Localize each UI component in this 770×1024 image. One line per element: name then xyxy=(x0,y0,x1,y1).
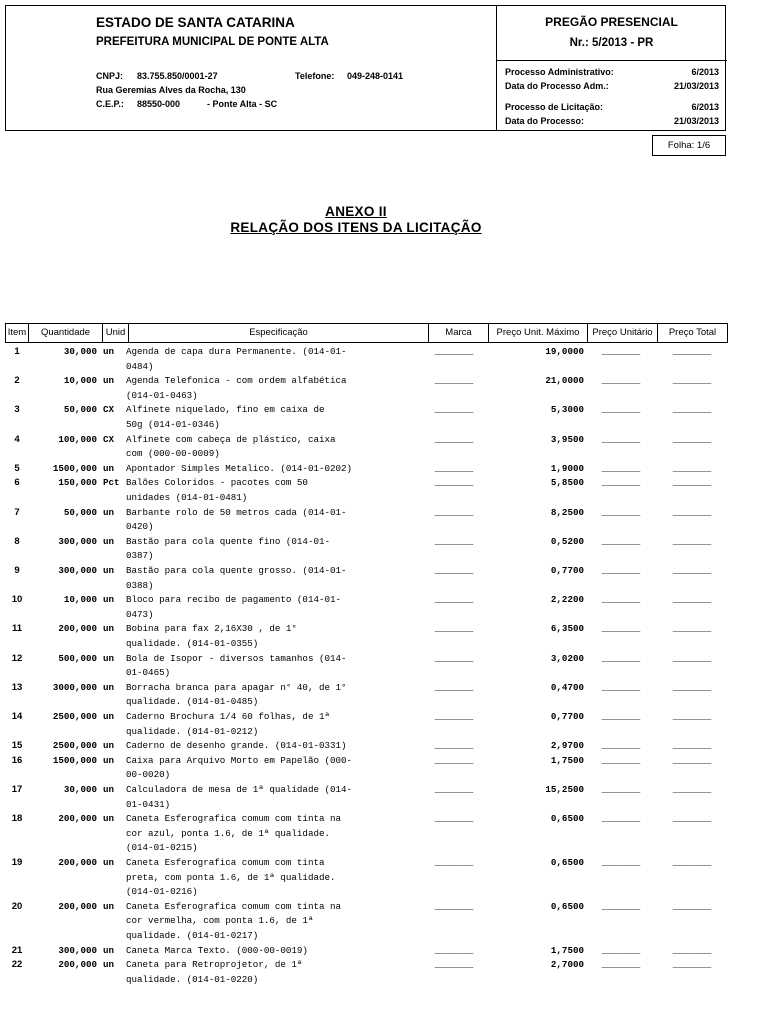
item-quantity: 10,000 xyxy=(63,594,97,606)
item-quantity: 200,000 xyxy=(58,813,97,825)
item-max-unit-price: 3,0200 xyxy=(550,652,584,664)
item-max-unit-price: 2,9700 xyxy=(550,740,584,752)
item-specification: Borracha branca para apagar n° 40, de 1° qualidade. (014-01-0485) xyxy=(126,681,347,708)
item-specification: Caneta para Retroprojetor, de 1ª qualidade. (014-01-0220) xyxy=(126,959,303,985)
item-unit: un xyxy=(103,506,115,518)
item-specification: Bobina para fax 2,16X30 , de 1° qualidade. (014-01-0355) xyxy=(126,623,297,649)
item-total-price-blank: _______ xyxy=(672,754,712,766)
item-max-unit-price: 5,8500 xyxy=(550,477,584,489)
item-quantity: 2500,000 xyxy=(52,711,97,722)
col-brand: Marca xyxy=(429,324,489,342)
item-specification: Balões Coloridos - pacotes com 50 unidades (014-01-0481) xyxy=(126,477,308,503)
col-max-unit-price: Preço Unit. Máximo xyxy=(489,324,588,342)
table-row xyxy=(5,958,728,987)
item-max-unit-price: 2,2200 xyxy=(550,594,584,606)
item-quantity: 30,000 xyxy=(63,784,97,795)
table-row xyxy=(5,476,728,505)
annex-title: ANEXO II xyxy=(325,204,387,219)
table-row xyxy=(5,535,728,564)
item-unit: un xyxy=(103,784,115,795)
item-total-price-blank: _______ xyxy=(672,535,712,547)
item-unit: un xyxy=(103,681,115,693)
item-number: 2 xyxy=(14,375,20,387)
address: Rua Geremias Alves da Rocha, 130 xyxy=(96,85,246,95)
col-total-price: Preço Total xyxy=(668,327,717,338)
item-number: 1 xyxy=(14,346,20,357)
item-brand-blank: _______ xyxy=(434,346,474,357)
item-unit-price-blank: _______ xyxy=(601,711,641,722)
table-row xyxy=(5,900,728,944)
procurement-number: Nr.: 5/2013 - PR xyxy=(569,37,654,49)
item-brand-blank: _______ xyxy=(434,754,474,766)
table-row xyxy=(5,433,728,462)
item-brand-blank: _______ xyxy=(434,506,474,518)
item-quantity: 30,000 xyxy=(63,346,97,357)
item-specification: Caneta Esferografica comum com tinta preta, com ponta 1.6, de 1ª qualidade. (014-01-0216) xyxy=(126,857,336,898)
municipality-name: PREFEITURA MUNICIPAL DE PONTE ALTA xyxy=(96,36,329,48)
item-number: 14 xyxy=(11,711,23,722)
item-unit-price-blank: _______ xyxy=(601,433,641,445)
item-unit-price-blank: _______ xyxy=(601,813,641,825)
item-total-price-blank: _______ xyxy=(672,784,712,795)
item-quantity: 2500,000 xyxy=(52,740,97,752)
item-total-price-blank: _______ xyxy=(672,433,712,445)
item-total-price-blank: _______ xyxy=(672,594,712,606)
proc-lic-value: 6/2013 xyxy=(691,102,719,112)
item-unit: un xyxy=(103,462,115,474)
item-max-unit-price: 0,4700 xyxy=(550,681,584,693)
item-quantity: 1500,000 xyxy=(52,754,97,766)
item-unit: un xyxy=(103,813,115,825)
phone-label: Telefone: xyxy=(295,71,335,81)
item-unit-price-blank: _______ xyxy=(601,740,641,752)
item-unit-price-blank: _______ xyxy=(601,404,641,416)
item-max-unit-price: 2,7000 xyxy=(550,959,584,971)
item-unit-price-blank: _______ xyxy=(601,594,641,606)
item-number: 8 xyxy=(14,535,20,547)
item-max-unit-price: 1,9000 xyxy=(550,462,584,474)
item-unit: un xyxy=(103,375,115,387)
item-brand-blank: _______ xyxy=(434,711,474,722)
item-unit-price-blank: _______ xyxy=(601,506,641,518)
item-unit-price-blank: _______ xyxy=(601,565,641,576)
item-brand-blank: _______ xyxy=(434,375,474,387)
item-quantity: 3000,000 xyxy=(52,681,97,693)
item-number: 15 xyxy=(11,740,23,752)
item-specification: Caneta Marca Texto. (000-00-0019) xyxy=(126,944,308,956)
item-number: 22 xyxy=(11,959,23,971)
item-brand-blank: _______ xyxy=(434,784,474,795)
item-specification: Agenda de capa dura Permanente. (014-01- 0484) xyxy=(126,346,347,372)
item-max-unit-price: 5,3000 xyxy=(550,404,584,416)
cep-label: C.E.P.: xyxy=(96,99,124,109)
item-unit-price-blank: _______ xyxy=(601,681,641,693)
item-unit: CX xyxy=(103,404,115,416)
proc-adm-date-value: 21/03/2013 xyxy=(673,81,719,91)
table-row xyxy=(5,710,728,739)
item-number: 4 xyxy=(14,433,20,445)
item-max-unit-price: 3,9500 xyxy=(550,433,584,445)
item-max-unit-price: 0,6500 xyxy=(550,900,584,912)
item-unit: un xyxy=(103,959,115,971)
col-item: Item xyxy=(6,324,29,342)
item-brand-blank: _______ xyxy=(434,623,474,635)
item-number: 18 xyxy=(11,813,23,825)
proc-lic-label: Processo de Licitação: xyxy=(505,102,604,112)
item-quantity: 50,000 xyxy=(63,506,97,518)
item-quantity: 300,000 xyxy=(58,944,97,956)
item-unit: un xyxy=(103,857,115,868)
item-quantity: 1500,000 xyxy=(52,462,97,474)
item-total-price-blank: _______ xyxy=(672,477,712,489)
items-table-header xyxy=(5,323,728,343)
item-total-price-blank: _______ xyxy=(672,652,712,664)
item-brand-blank: _______ xyxy=(434,857,474,868)
item-specification: Calculadora de mesa de 1ª qualidade (014- 01-0431) xyxy=(126,784,353,810)
item-brand-blank: _______ xyxy=(434,565,474,576)
item-total-price-blank: _______ xyxy=(672,375,712,387)
table-row xyxy=(5,754,728,783)
item-max-unit-price: 0,5200 xyxy=(550,535,584,547)
procurement-mode: PREGÃO PRESENCIAL xyxy=(545,15,678,29)
item-number: 3 xyxy=(14,404,20,416)
item-specification: Barbante rolo de 50 metros cada (014-01- 0420) xyxy=(126,506,347,533)
item-number: 9 xyxy=(14,565,20,576)
item-max-unit-price: 21,0000 xyxy=(545,375,584,387)
item-unit-price-blank: _______ xyxy=(601,623,641,635)
item-brand-blank: _______ xyxy=(434,594,474,606)
item-specification: Bola de Isopor - diversos tamanhos (014- 01-0465) xyxy=(126,652,347,679)
proc-adm-label: Processo Administrativo: xyxy=(505,67,614,77)
item-brand-blank: _______ xyxy=(434,535,474,547)
item-number: 17 xyxy=(11,784,23,795)
item-specification: Caneta Esferografica comum com tinta na cor vermelha, com ponta 1.6, de 1ª qualidade. (014-01-0217) xyxy=(126,900,342,941)
item-quantity: 100,000 xyxy=(58,433,97,445)
header-separator xyxy=(496,60,727,61)
table-row xyxy=(5,652,728,681)
table-row xyxy=(5,739,728,754)
item-unit: un xyxy=(103,623,115,635)
item-unit: un xyxy=(103,652,115,664)
item-unit-price-blank: _______ xyxy=(601,375,641,387)
item-max-unit-price: 0,7700 xyxy=(550,565,584,576)
item-brand-blank: _______ xyxy=(434,900,474,912)
item-unit: un xyxy=(103,740,115,752)
item-specification: Alfinete com cabeça de plástico, caixa com (000-00-0009) xyxy=(126,433,336,460)
item-unit-price-blank: _______ xyxy=(601,959,641,971)
item-quantity: 300,000 xyxy=(58,535,97,547)
item-brand-blank: _______ xyxy=(434,681,474,693)
document-header xyxy=(5,5,726,131)
col-unit-price: Preço Unitário xyxy=(588,324,658,342)
item-specification: Caderno Brochura 1/4 60 folhas, de 1ª qualidade. (014-01-0212) xyxy=(126,711,330,737)
item-specification: Apontador Simples Metalico. (014-01-0202) xyxy=(126,462,353,474)
item-number: 5 xyxy=(14,462,20,474)
item-specification: Caixa para Arquivo Morto em Papelão (000- 00-0020) xyxy=(126,754,353,781)
item-total-price-blank: _______ xyxy=(672,346,712,357)
item-total-price-blank: _______ xyxy=(672,900,712,912)
table-row xyxy=(5,622,728,651)
item-unit-price-blank: _______ xyxy=(601,535,641,547)
item-quantity: 50,000 xyxy=(63,404,97,416)
item-specification: Bastão para cola quente fino (014-01- 0387) xyxy=(126,535,330,562)
item-total-price-blank: _______ xyxy=(672,565,712,576)
item-specification: Caderno de desenho grande. (014-01-0331) xyxy=(126,740,347,752)
item-number: 16 xyxy=(11,754,23,766)
item-unit: Pct xyxy=(103,477,120,489)
item-unit-price-blank: _______ xyxy=(601,652,641,664)
city: - Ponte Alta - SC xyxy=(207,99,278,109)
table-row xyxy=(5,345,728,374)
item-max-unit-price: 8,2500 xyxy=(550,506,584,518)
item-specification: Bloco para recibo de pagamento (014-01- 0473) xyxy=(126,594,342,620)
item-quantity: 300,000 xyxy=(58,565,97,576)
item-max-unit-price: 1,7500 xyxy=(550,944,584,956)
proc-date-value: 21/03/2013 xyxy=(673,116,719,126)
item-brand-blank: _______ xyxy=(434,944,474,956)
table-row xyxy=(5,506,728,535)
table-row xyxy=(5,564,728,593)
item-specification: Bastão para cola quente grosso. (014-01- 0388) xyxy=(126,565,347,591)
item-total-price-blank: _______ xyxy=(672,404,712,416)
phone-value: 049-248-0141 xyxy=(347,71,404,81)
item-unit: un xyxy=(103,900,115,912)
item-total-price-blank: _______ xyxy=(672,944,712,956)
item-number: 7 xyxy=(14,506,20,518)
col-quantity: Quantidade xyxy=(29,324,103,342)
table-row xyxy=(5,681,728,710)
item-number: 21 xyxy=(11,944,23,956)
item-total-price-blank: _______ xyxy=(672,462,712,474)
item-max-unit-price: 0,6500 xyxy=(550,813,584,825)
item-unit: un xyxy=(103,944,115,956)
item-brand-blank: _______ xyxy=(434,477,474,489)
item-number: 20 xyxy=(11,900,23,912)
item-brand-blank: _______ xyxy=(434,404,474,416)
cnpj-label: CNPJ: xyxy=(96,71,124,81)
item-number: 13 xyxy=(11,681,23,693)
item-quantity: 200,000 xyxy=(58,623,97,635)
item-total-price-blank: _______ xyxy=(672,857,712,868)
item-max-unit-price: 6,3500 xyxy=(550,623,584,635)
item-max-unit-price: 15,2500 xyxy=(545,784,584,795)
table-row xyxy=(5,856,728,900)
table-row xyxy=(5,403,728,432)
item-unit: un xyxy=(103,594,115,606)
item-max-unit-price: 0,7700 xyxy=(550,711,584,722)
proc-adm-date-label: Data do Processo Adm.: xyxy=(505,81,609,91)
col-specification: Especificação xyxy=(129,324,429,342)
item-unit-price-blank: _______ xyxy=(601,754,641,766)
item-quantity: 200,000 xyxy=(58,900,97,912)
table-row xyxy=(5,812,728,856)
item-quantity: 200,000 xyxy=(58,959,97,971)
items-list-title: RELAÇÃO DOS ITENS DA LICITAÇÃO xyxy=(230,220,482,235)
item-unit: un xyxy=(103,565,115,576)
proc-adm-value: 6/2013 xyxy=(691,67,719,77)
item-unit-price-blank: _______ xyxy=(601,857,641,868)
item-total-price-blank: _______ xyxy=(672,740,712,752)
item-number: 12 xyxy=(11,652,23,664)
item-quantity: 500,000 xyxy=(58,652,97,664)
item-unit-price-blank: _______ xyxy=(601,462,641,474)
item-brand-blank: _______ xyxy=(434,462,474,474)
item-unit: un xyxy=(103,346,115,357)
table-row xyxy=(5,374,728,403)
item-max-unit-price: 0,6500 xyxy=(550,857,584,868)
item-total-price-blank: _______ xyxy=(672,711,712,722)
item-unit: un xyxy=(103,754,115,766)
table-row xyxy=(5,593,728,622)
item-total-price-blank: _______ xyxy=(672,506,712,518)
item-number: 10 xyxy=(11,594,23,606)
item-max-unit-price: 1,7500 xyxy=(550,754,584,766)
proc-date-label: Data do Processo: xyxy=(505,116,585,126)
item-unit-price-blank: _______ xyxy=(601,944,641,956)
item-unit: un xyxy=(103,711,115,722)
item-quantity: 200,000 xyxy=(58,857,97,868)
item-max-unit-price: 19,0000 xyxy=(545,346,584,357)
item-quantity: 10,000 xyxy=(63,375,97,387)
item-number: 11 xyxy=(11,623,23,635)
item-brand-blank: _______ xyxy=(434,740,474,752)
item-brand-blank: _______ xyxy=(434,959,474,971)
item-total-price-blank: _______ xyxy=(672,681,712,693)
page-number-box: Folha: 1/6 xyxy=(652,135,726,156)
item-specification: Alfinete niquelado, fino em caixa de 50g (014-01-0346) xyxy=(126,404,325,430)
item-total-price-blank: _______ xyxy=(672,959,712,971)
item-unit-price-blank: _______ xyxy=(601,900,641,912)
item-number: 6 xyxy=(14,477,20,489)
item-specification: Agenda Telefonica - com ordem alfabética (014-01-0463) xyxy=(126,375,347,401)
table-row xyxy=(5,944,728,959)
cep-value: 88550-000 xyxy=(137,99,181,109)
table-row xyxy=(5,462,728,477)
cnpj-value: 83.755.850/0001-27 xyxy=(137,71,218,81)
item-quantity: 150,000 xyxy=(58,477,97,489)
state-name: ESTADO DE SANTA CATARINA xyxy=(96,15,295,30)
table-row xyxy=(5,783,728,812)
item-number: 19 xyxy=(11,857,23,868)
item-brand-blank: _______ xyxy=(434,813,474,825)
item-unit: un xyxy=(103,535,115,547)
item-brand-blank: _______ xyxy=(434,652,474,664)
item-brand-blank: _______ xyxy=(434,433,474,445)
col-unit: Unid xyxy=(103,324,129,342)
item-unit-price-blank: _______ xyxy=(601,477,641,489)
item-total-price-blank: _______ xyxy=(672,623,712,635)
item-total-price-blank: _______ xyxy=(672,813,712,825)
item-unit: CX xyxy=(103,433,115,445)
item-unit-price-blank: _______ xyxy=(601,784,641,795)
item-specification: Caneta Esferografica comum com tinta na cor azul, ponta 1.6, de 1ª qualidade. (014-01-0215) xyxy=(126,813,342,854)
item-unit-price-blank: _______ xyxy=(601,346,641,357)
